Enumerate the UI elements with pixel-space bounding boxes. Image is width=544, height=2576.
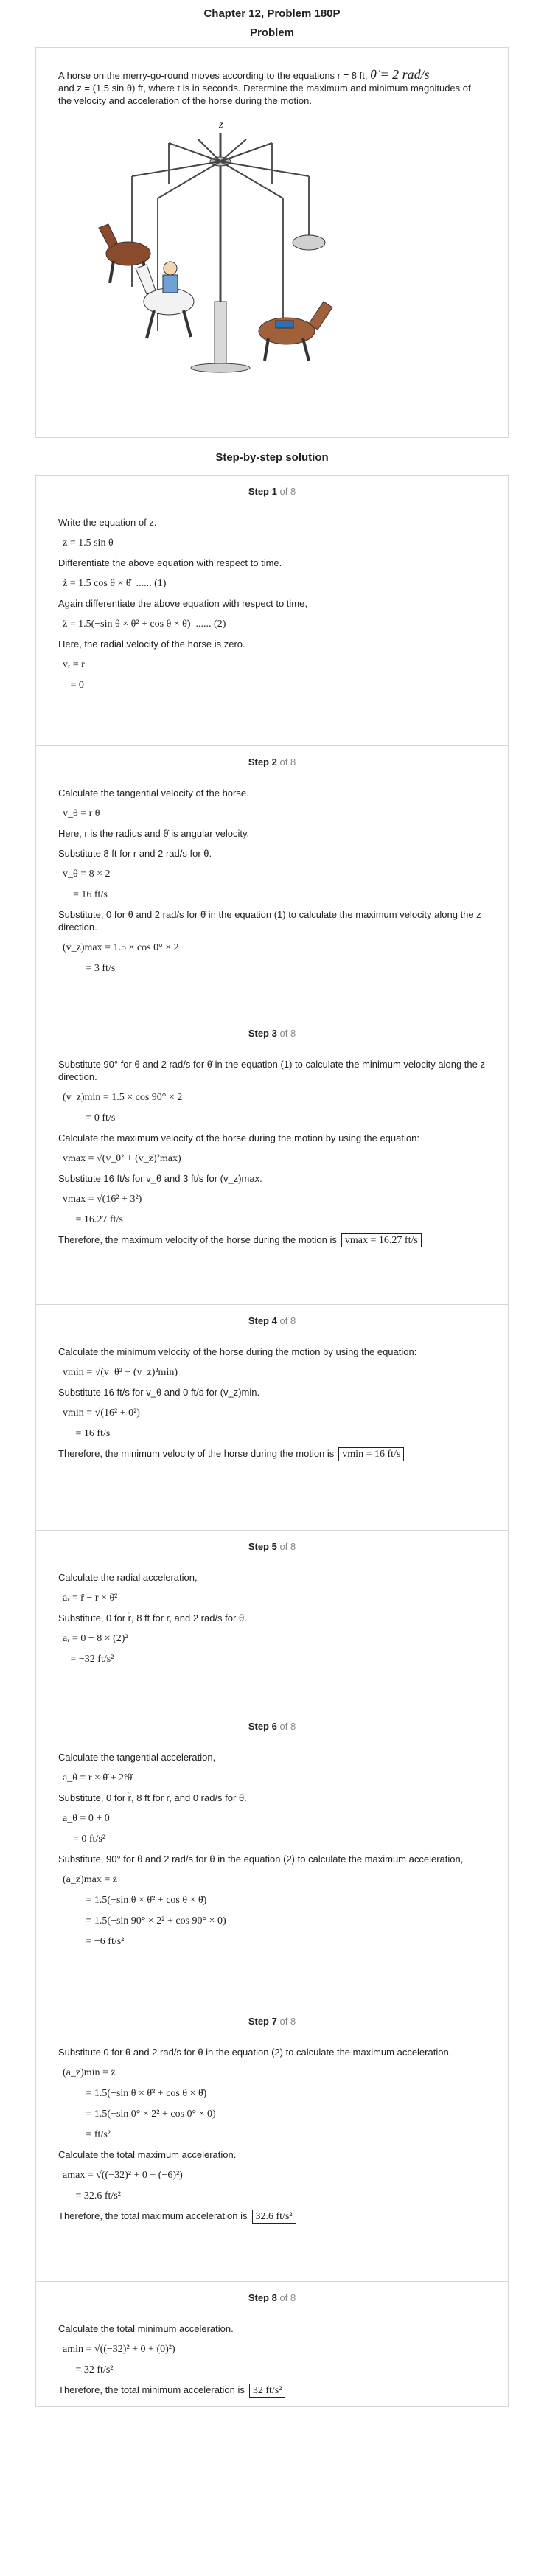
step-text: Substitute, 90° for θ and 2 rad/s for θ̇ in the equation (2) to calculate the maximum acceleration,: [58, 1853, 464, 1865]
step-equation: amin = √((−32)² + 0 + (0)²): [63, 2344, 175, 2355]
step-equation: = ft/s²: [63, 2129, 111, 2140]
step-text: Calculate the tangential acceleration,: [58, 1752, 216, 1763]
step-5: [36, 1530, 508, 1710]
step-equation: = 1.5(−sin 90° × 2² + cos 90° × 0): [63, 1915, 226, 1926]
step-equation: amax = √((−32)² + 0 + (−6)²): [63, 2170, 183, 2181]
step-text: Here, r is the radius and θ̇ is angular velocity.: [58, 828, 250, 839]
page-title: Chapter 12, Problem 180P: [203, 7, 341, 20]
step-1: [36, 476, 508, 745]
step-text: Substitute 90° for θ and 2 rad/s for θ̇ in the equation (1) to calculate the minimum velocity along the z direction.: [58, 1059, 485, 1082]
merry-go-round-figure: [88, 117, 353, 375]
step-number: 1: [271, 486, 277, 497]
step-conclusion: [58, 2210, 486, 2224]
step-equation: aᵣ = 0 − 8 × (2)²: [63, 1633, 128, 1644]
step-of-total: of 8: [279, 486, 296, 497]
step-number: 3: [271, 1028, 277, 1039]
step-header: Step 7 of 8: [248, 2016, 296, 2027]
step-text: Again differentiate the above equation with respect to time,: [58, 598, 307, 609]
step-6: [36, 1710, 508, 2005]
step-number: 8: [271, 2292, 277, 2303]
step-text: Substitute, 0 for θ and 2 rad/s for θ̇ in the equation (1) to calculate the maximum velocity along the z direction.: [58, 909, 481, 933]
step-equation: = 1.5(−sin θ × θ̇² + cos θ × θ̈): [63, 2088, 207, 2099]
step-header: Step 5 of 8: [248, 1541, 296, 1552]
step-equation: = −6 ft/s²: [63, 1936, 125, 1947]
step-equation: ż = 1.5 cos θ × θ̇ ...... (1): [63, 578, 167, 589]
step-text: Substitute 16 ft/s for v_θ and 0 ft/s for (v_z)min.: [58, 1387, 260, 1398]
step-equation: vmin = √(16² + 0²): [63, 1407, 140, 1418]
steps-card: [35, 475, 509, 2407]
step-text: Here, the radial velocity of the horse is zero.: [58, 638, 245, 650]
conclusion-text: Therefore, the total minimum acceleration is: [58, 2384, 245, 2395]
step-equation: a_θ = r × θ̈ + 2ṙθ̇: [63, 1772, 133, 1783]
horse-grey-back: [293, 235, 325, 250]
step-equation: = 0 ft/s²: [63, 1834, 105, 1845]
base-plate: [191, 363, 250, 372]
conclusion-text: Therefore, the minimum velocity of the horse during the motion is: [58, 1448, 335, 1459]
step-text: Substitute, 0 for r̈, 8 ft for r, and 2 rad/s for θ̇.: [58, 1612, 247, 1623]
conclusion-text: Therefore, the total maximum acceleration is: [58, 2210, 248, 2221]
boxed-answer: 32 ft/s²: [249, 2384, 286, 2398]
step-of-total: of 8: [279, 2016, 296, 2027]
step-of-total: of 8: [279, 756, 296, 767]
step-equation: (v_z)max = 1.5 × cos 0° × 2: [63, 942, 179, 953]
step-text: Calculate the total maximum acceleration.: [58, 2149, 237, 2160]
step-header: Step 1 of 8: [248, 486, 296, 497]
step-equation: vmin = √(v_θ² + (v_z)²min): [63, 1367, 178, 1378]
step-number: 2: [271, 756, 277, 767]
step-equation: vmax = √(16² + 3²): [63, 1194, 142, 1205]
step-equation: (a_z)min = z̈: [63, 2067, 116, 2078]
step-number: 7: [271, 2016, 277, 2027]
step-equation: = 1.5(−sin θ × θ̇² + cos θ × θ̈): [63, 1895, 207, 1906]
step-text: Substitute 16 ft/s for v_θ and 3 ft/s for (v_z)max.: [58, 1173, 262, 1184]
step-equation: = 1.5(−sin 0° × 2² + cos 0° × 0): [63, 2109, 216, 2120]
problem-text-a: A horse on the merry-go-round moves according to the equations r = 8 ft,: [58, 70, 368, 81]
step-equation: vᵣ = ṙ: [63, 659, 85, 670]
step-equation: v_θ = 8 × 2: [63, 868, 111, 880]
step-text: Differentiate the above equation with respect to time.: [58, 557, 282, 568]
step-text: Calculate the minimum velocity of the horse during the motion by using the equation:: [58, 1346, 417, 1357]
step-equation: = −32 ft/s²: [63, 1654, 114, 1665]
step-of-total: of 8: [279, 1315, 296, 1326]
step-equation: aᵣ = r̈ − r × θ̇²: [63, 1592, 118, 1604]
problem-card: [35, 47, 509, 438]
problem-statement: [58, 69, 486, 107]
step-equation: = 32.6 ft/s²: [63, 2190, 121, 2201]
step-header: Step 3 of 8: [248, 1028, 296, 1039]
horse-brown-right: [259, 302, 332, 361]
step-conclusion: [58, 2384, 486, 2398]
step-header: Step 6 of 8: [248, 1721, 296, 1732]
boxed-answer: 32.6 ft/s²: [252, 2210, 296, 2224]
step-equation: z = 1.5 sin θ: [63, 537, 114, 549]
step-text: Substitute, 0 for r̈, 8 ft for r, and 0 rad/s for θ̈.: [58, 1792, 247, 1803]
solution-heading: Step-by-step solution: [215, 451, 329, 464]
step-of-total: of 8: [279, 1541, 296, 1552]
step-equation: = 32 ft/s²: [63, 2364, 114, 2375]
step-header: Step 8 of 8: [248, 2292, 296, 2303]
step-text: Write the equation of z.: [58, 517, 157, 528]
step-equation: = 16.27 ft/s: [63, 1214, 123, 1225]
step-equation: = 16 ft/s: [63, 889, 108, 900]
step-header: Step 4 of 8: [248, 1315, 296, 1326]
step-2: [36, 745, 508, 1017]
step-equation: = 0 ft/s: [63, 1113, 116, 1124]
step-of-total: of 8: [279, 1721, 296, 1732]
step-text: Calculate the total minimum acceleration.: [58, 2323, 234, 2334]
problem-heading: Problem: [249, 27, 294, 39]
step-equation: a_θ = 0 + 0: [63, 1813, 110, 1824]
step-equation: = 16 ft/s: [63, 1428, 111, 1439]
boxed-answer: vmax = 16.27 ft/s: [341, 1233, 422, 1247]
step-of-total: of 8: [279, 2292, 296, 2303]
step-of-total: of 8: [279, 1028, 296, 1039]
step-equation: v_θ = r θ̇: [63, 808, 100, 819]
step-equation: (a_z)max = z̈: [63, 1874, 117, 1885]
horse-white-rider: [136, 262, 194, 338]
boxed-answer: vmin = 16 ft/s: [338, 1447, 404, 1461]
step-7: [36, 2005, 508, 2281]
step-equation: z̈ = 1.5(−sin θ × θ̇² + cos θ × θ̈) ...... (2): [63, 619, 226, 630]
pole-base: [215, 302, 226, 368]
step-3: [36, 1017, 508, 1304]
step-equation: = 3 ft/s: [63, 963, 116, 974]
step-8: [36, 2281, 508, 2406]
step-number: 5: [271, 1541, 277, 1552]
problem-text-b: and z = (1.5 sin θ) ft, where t is in seconds. Determine the maximum and minimum magnitudes of the velocity and acceleration of the horse during the motion.: [58, 83, 471, 106]
step-4: [36, 1304, 508, 1530]
conclusion-text: Therefore, the maximum velocity of the horse during the motion is: [58, 1234, 337, 1245]
step-equation: (v_z)min = 1.5 × cos 90° × 2: [63, 1092, 183, 1103]
step-text: Calculate the radial acceleration,: [58, 1572, 198, 1583]
step-conclusion: [58, 1447, 486, 1461]
step-conclusion: [58, 1233, 486, 1247]
step-equation: vmax = √(v_θ² + (v_z)²max): [63, 1153, 181, 1164]
step-equation: = 0: [63, 680, 84, 691]
step-text: Calculate the maximum velocity of the horse during the motion by using the equation:: [58, 1132, 419, 1143]
step-text: Calculate the tangential velocity of the horse.: [58, 787, 249, 798]
step-text: Substitute 8 ft for r and 2 rad/s for θ̇.: [58, 848, 212, 859]
step-text: Substitute 0 for θ and 2 rad/s for θ̇ in the equation (2) to calculate the maximum acceleration,: [58, 2047, 452, 2058]
z-axis-label: z: [219, 119, 223, 130]
step-number: 4: [271, 1315, 277, 1326]
theta-dot-value: θ̇ = 2 rad/s: [370, 67, 430, 82]
step-header: Step 2 of 8: [248, 756, 296, 767]
step-number: 6: [271, 1721, 277, 1732]
